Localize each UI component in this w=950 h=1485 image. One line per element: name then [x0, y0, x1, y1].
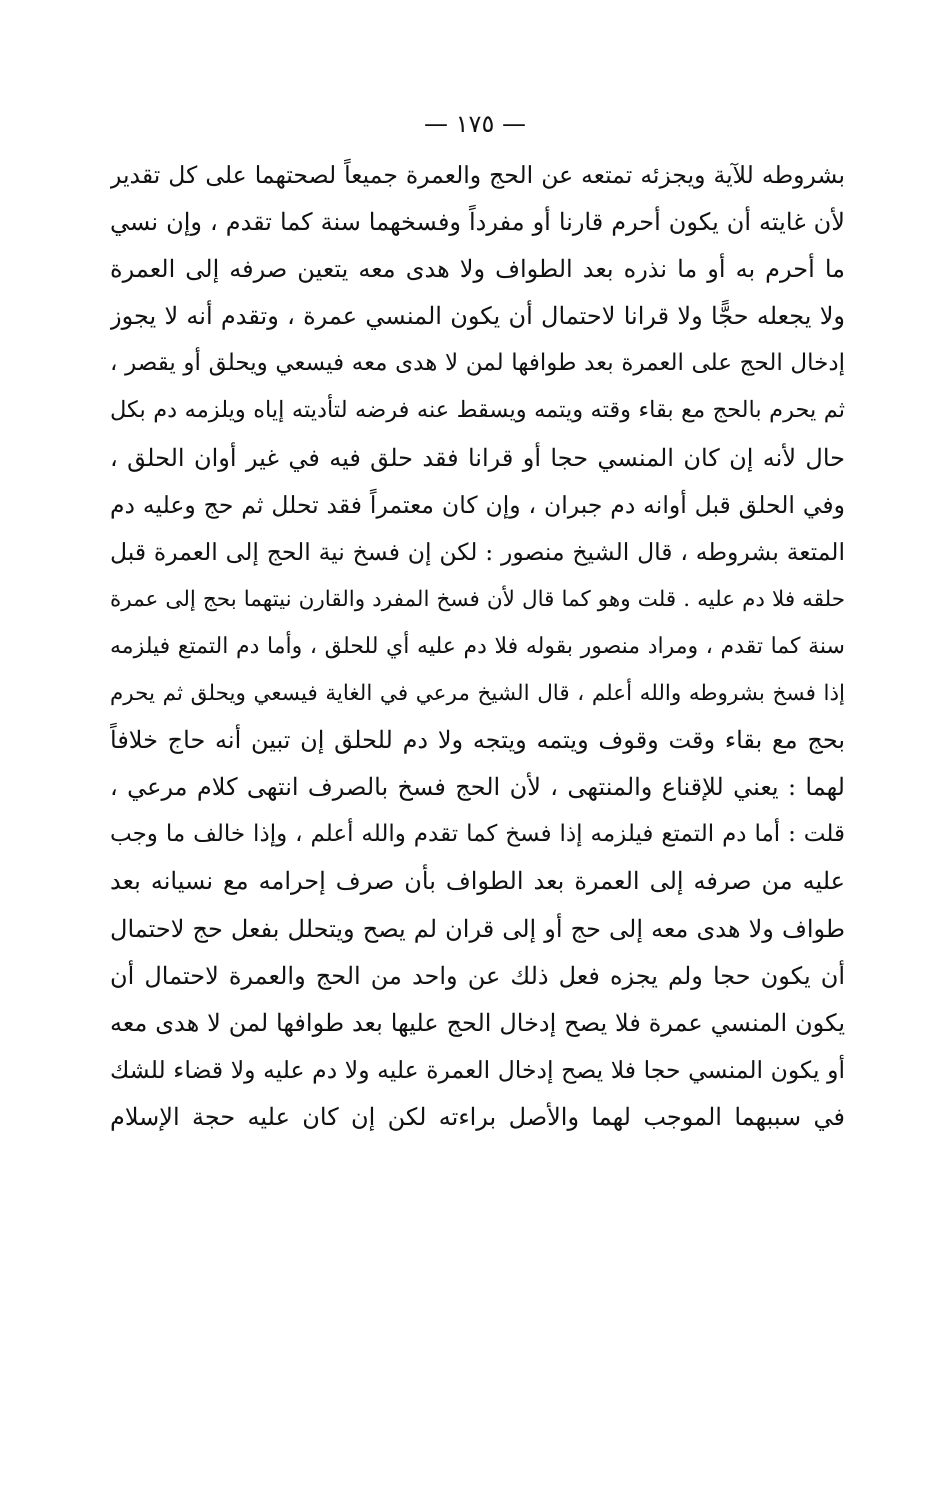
text-line: سنة كما تقدم ، ومراد منصور بقوله فلا دم عليه أي للحلق ، وأما دم التمتع فيلزمه [110, 633, 845, 659]
text-line: حلقه فلا دم عليه . قلت وهو كما قال لأن فسخ المفرد والقارن نيتهما بحج إلى عمرة [110, 586, 845, 612]
page-number: — ١٧٥ — [424, 110, 526, 138]
text-line: ولا يجعله حجًّا ولا قرانا لاحتمال أن يكون المنسي عمرة ، وتقدم أنه لا يجوز [110, 302, 845, 331]
text-line: ثم يحرم بالحج مع بقاء وقته ويتمه ويسقط عنه فرضه لتأديته إياه ويلزمه دم بكل [110, 397, 845, 424]
text-line: بحج مع بقاء وقت وقوف ويتمه ويتجه ولا دم للحلق إن تبين أنه حاج خلافاً [110, 726, 845, 755]
text-line: في سببهما الموجب لهما والأصل براءته لكن إن كان عليه حجة الإسلام [110, 1102, 845, 1131]
text-line: قلت : أما دم التمتع فيلزمه إذا فسخ كما تقدم والله أعلم ، وإذا خالف ما وجب [110, 821, 845, 848]
text-line: لهما : يعني للإقناع والمنتهى ، لأن الحج فسخ بالصرف انتهى كلام مرعي ، [110, 773, 845, 802]
text-body [110, 152, 845, 1141]
text-line: لأن غايته أن يكون أحرم قارنا أو مفرداً وفسخهما سنة كما تقدم ، وإن نسي [110, 208, 845, 237]
text-line: بشروطه للآية ويجزئه تمتعه عن الحج والعمرة جميعاً لصحتهما على كل تقدير [110, 161, 845, 189]
text-line: يكون المنسي عمرة فلا يصح إدخال الحج عليها بعد طوافها لمن لا هدى معه [110, 1008, 845, 1037]
text-line: ما أحرم به أو ما نذره بعد الطواف ولا هدى معه يتعين صرفه إلى العمرة [110, 255, 845, 284]
text-line: وفي الحلق قبل أوانه دم جبران ، وإن كان معتمراً فقد تحلل ثم حج وعليه دم [110, 490, 845, 519]
text-line: عليه من صرفه إلى العمرة بعد الطواف بأن صرف إحرامه مع نسيانه بعد [110, 867, 845, 896]
text-line: حال لأنه إن كان المنسي حجا أو قرانا فقد حلق فيه في غير أوان الحلق ، [110, 443, 845, 472]
text-line: أو يكون المنسي حجا فلا يصح إدخال العمرة عليه ولا دم عليه ولا قضاء للشك [110, 1055, 845, 1084]
text-line: إدخال الحج على العمرة بعد طوافها لمن لا هدى معه فيسعي ويحلق أو يقصر ، [110, 350, 845, 377]
text-line: أن يكون حجا ولم يجزه فعل ذلك عن واحد من الحج والعمرة لاحتمال أن [110, 961, 845, 990]
text-line: إذا فسخ بشروطه والله أعلم ، قال الشيخ مرعي في الغاية فيسعي ويحلق ثم يحرم [110, 681, 845, 707]
text-line: طواف ولا هدى معه إلى حج أو إلى قران لم يصح ويتحلل بفعل حج لاحتمال [110, 914, 845, 943]
text-line: المتعة بشروطه ، قال الشيخ منصور : لكن إن فسخ نية الحج إلى العمرة قبل [110, 537, 845, 566]
